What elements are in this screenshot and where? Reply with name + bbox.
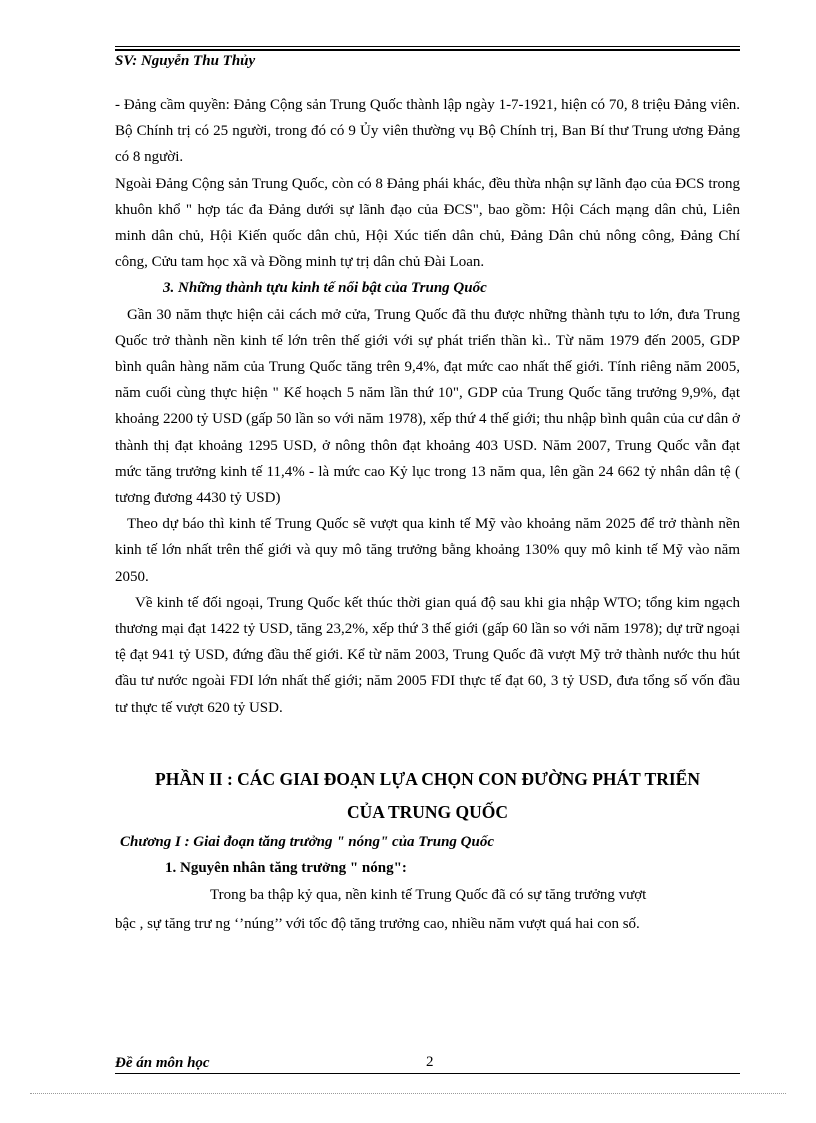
part-title [115,763,740,829]
paragraph-economic-achievements: Gần 30 năm thực hiện cải cách mở cửa, Trung Quốc đã thu được những thành tựu to lớn, đưa Trung Quốc trở thành nền kinh tế lớn trên thế giới với sự phát triển thần kì.. Từ năm 1979 đến 2005, GDP bình quân hàng năm của Trung Quốc tăng trên 9,4%, đạt mức cao nhất thế giới. Tính riêng năm 2005, năm cuối cùng thực hiện " Kế hoạch 5 năm lần thứ 10", GDP của Trung Quốc tăng trưởng 9,9%, đạt khoảng 2200 tỷ USD (gấp 50 lần so với năm 1978), xếp thứ 4 thế giới; thu nhập bình quân của cư dân ở thành thị đạt khoảng 1295 USD, ở nông thôn đạt khoảng 403 USD. Năm 2007, Trung Quốc vẫn đạt mức tăng trưởng kinh tế 11,4% - là mức cao Kỷ lục trong 13 năm qua, lên gần 24 662 tỷ nhân dân tệ ( tương đương 4430 tỷ USD) [115,306,740,507]
paragraph-ruling-party: - Đảng cầm quyền: Đảng Cộng sản Trung Quốc thành lập ngày 1-7-1921, hiện có 70, 8 triệu Đảng viên. Bộ Chính trị có 25 người, trong đó có 9 Ủy viên thường vụ Bộ Chính trị, Ban Bí thư Trung ương Đảng có 8 người. [115,97,740,166]
chapter-heading: Chương I : Giai đoạn tăng trưởng " nóng" của Trung Quốc [120,833,495,850]
paragraph-growth-line-2: bậc , sự tăng trư ng ‘’núng’’ với tốc độ tăng trưởng cao, nhiều năm vượt quá hai con số. [115,916,640,933]
part-title-line-1: PHẦN II : CÁC GIAI ĐOẠN LỰA CHỌN CON ĐƯỜNG PHÁT TRIỂN [155,768,700,789]
paragraph-forecast: Theo dự báo thì kinh tế Trung Quốc sẽ vượt qua kinh tế Mỹ vào khoảng năm 2025 để trở thành nền kinh tế lớn nhất trên thế giới và quy mô tăng trưởng bằng khoảng 130% quy mô kinh tế Mỹ vào năm 2050. [115,516,740,585]
subsection-heading: 1. Nguyên nhân tăng trưởng " nóng": [165,860,407,877]
paragraph-other-parties: Ngoài Đảng Cộng sản Trung Quốc, còn có 8 Đảng phái khác, đều thừa nhận sự lãnh đạo của ĐCS trong khuôn khổ " hợp tác đa Đảng dưới sự lãnh đạo của ĐCS", bao gồm: Hội Cách mạng dân chủ, Liên minh dân chủ, Hội Kiến quốc dân chủ, Hội Xúc tiến dân chủ, Đảng Dân chủ nông công, Đảng Chí công, Cửu tam học xã và Đồng minh tự trị dân chủ Đài Loan. [115,175,740,271]
header-rule-thick [115,49,740,51]
footer-page-number: 2 [426,1054,434,1070]
header-student-name: SV: Nguyễn Thu Thủy [115,53,256,69]
footer-course-title: Đề án môn học [115,1055,210,1071]
paragraph-growth-line-1: Trong ba thập kỷ qua, nền kinh tế Trung Quốc đã có sự tăng trưởng vượt [210,887,647,904]
section-heading-economic-achievements: 3. Những thành tựu kinh tế nổi bật của Trung Quốc [163,280,487,297]
page-break-dotted-line [30,1093,786,1094]
footer-rule [115,1073,740,1074]
document-body [115,92,740,939]
part-title-line-2: CỦA TRUNG QUỐC [346,801,509,822]
paragraph-foreign-economy: Về kinh tế đối ngoại, Trung Quốc kết thúc thời gian quá độ sau khi gia nhập WTO; tổng kim ngạch thương mại đạt 1422 tỷ USD, tăng 23,2%, xếp thứ 3 thế giới (gấp 60 lần so với năm 1978); dự trữ ngoại tệ đạt 941 tỷ USD, đứng đầu thế giới. Kể từ năm 2003, Trung Quốc đã vượt Mỹ trở thành nước thu hút đầu tư nước ngoài FDI lớn nhất thế giới; năm 2005 FDI thực tế đạt 60, 3 tỷ USD, đưa tổng số vốn đầu tư thực tế vượt 620 tỷ USD. [115,594,740,716]
header-rule-thin [115,46,740,47]
